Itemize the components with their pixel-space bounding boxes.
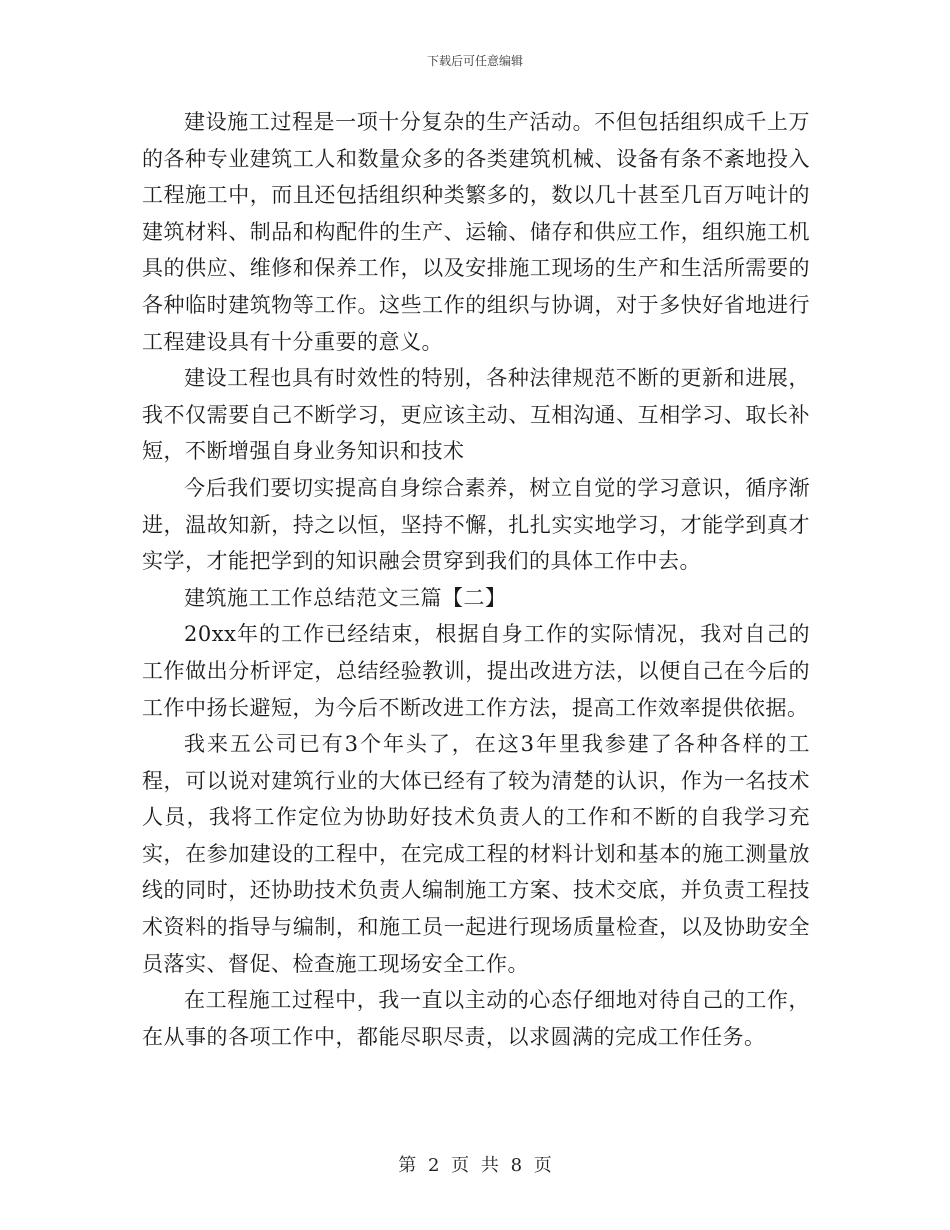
paragraph: 建设工程也具有时效性的特别，各种法律规范不断的更新和进展，我不仅需要自己不断学习，更应该主动、互相沟通、互相学习、取长补短，不断增强自身业务知识和技术 [142,366,810,464]
paragraph: 20xx年的工作已经结束，根据自身工作的实际情况，我对自己的工作做出分析评定，总结经验教训，提出改进方法，以便自己在今后的工作中扬长避短，为今后不断改进工作方法，提高工作效率提供依据。 [142,622,810,720]
paragraph: 在工程施工过程中，我一直以主动的心态仔细地对待自己的工作，在从事的各项工作中，都能尽职尽责，以求圆满的完成工作任务。 [142,988,810,1049]
paragraph: 今后我们要切实提高自身综合素养，树立自觉的学习意识，循序渐进，温故知新，持之以恒，坚持不懈，扎扎实实地学习，才能学到真才实学，才能把学到的知识融会贯穿到我们的具体工作中去。 [142,475,810,574]
paragraph: 我来五公司已有3个年头了，在这3年里我参建了各种各样的工程，可以说对建筑行业的大体已经有了较为清楚的认识，作为一名技术人员，我将工作定位为协助好技术负责人的工作和不断的自我学习充实，在参加建设的工程中，在完成工程的材料计划和基本的施工测量放线的同时，还协助技术负责人编制施工方案、技术交底，并负责工程技术资料的指导与编制，和施工员一起进行现场质量检查，以及协助安全员落实、督促、检查施工现场安全工作。 [142,732,810,976]
paragraph: 建设施工过程是一项十分复杂的生产活动。不但包括组织成千上万的各种专业建筑工人和数量众多的各类建筑机械、设备有条不紊地投入工程施工中，而且还包括组织种类繁多的，数以几十甚至几百万吨计的建筑材料、制品和构配件的生产、运输、储存和供应工作，组织施工机具的供应、维修和保养工作，以及安排施工现场的生产和生活所需要的各种临时建筑物等工作。这些工作的组织与协调，对于多快好省地进行工程建设具有十分重要的意义。 [142,110,810,354]
page-number: 第 2 页 共 8 页 [398,1155,552,1176]
section-heading: 建筑施工工作总结范文三篇【二】 [184,585,507,610]
document-body [142,104,810,1055]
page-header-note: 下载后可任意编辑 [426,54,523,68]
